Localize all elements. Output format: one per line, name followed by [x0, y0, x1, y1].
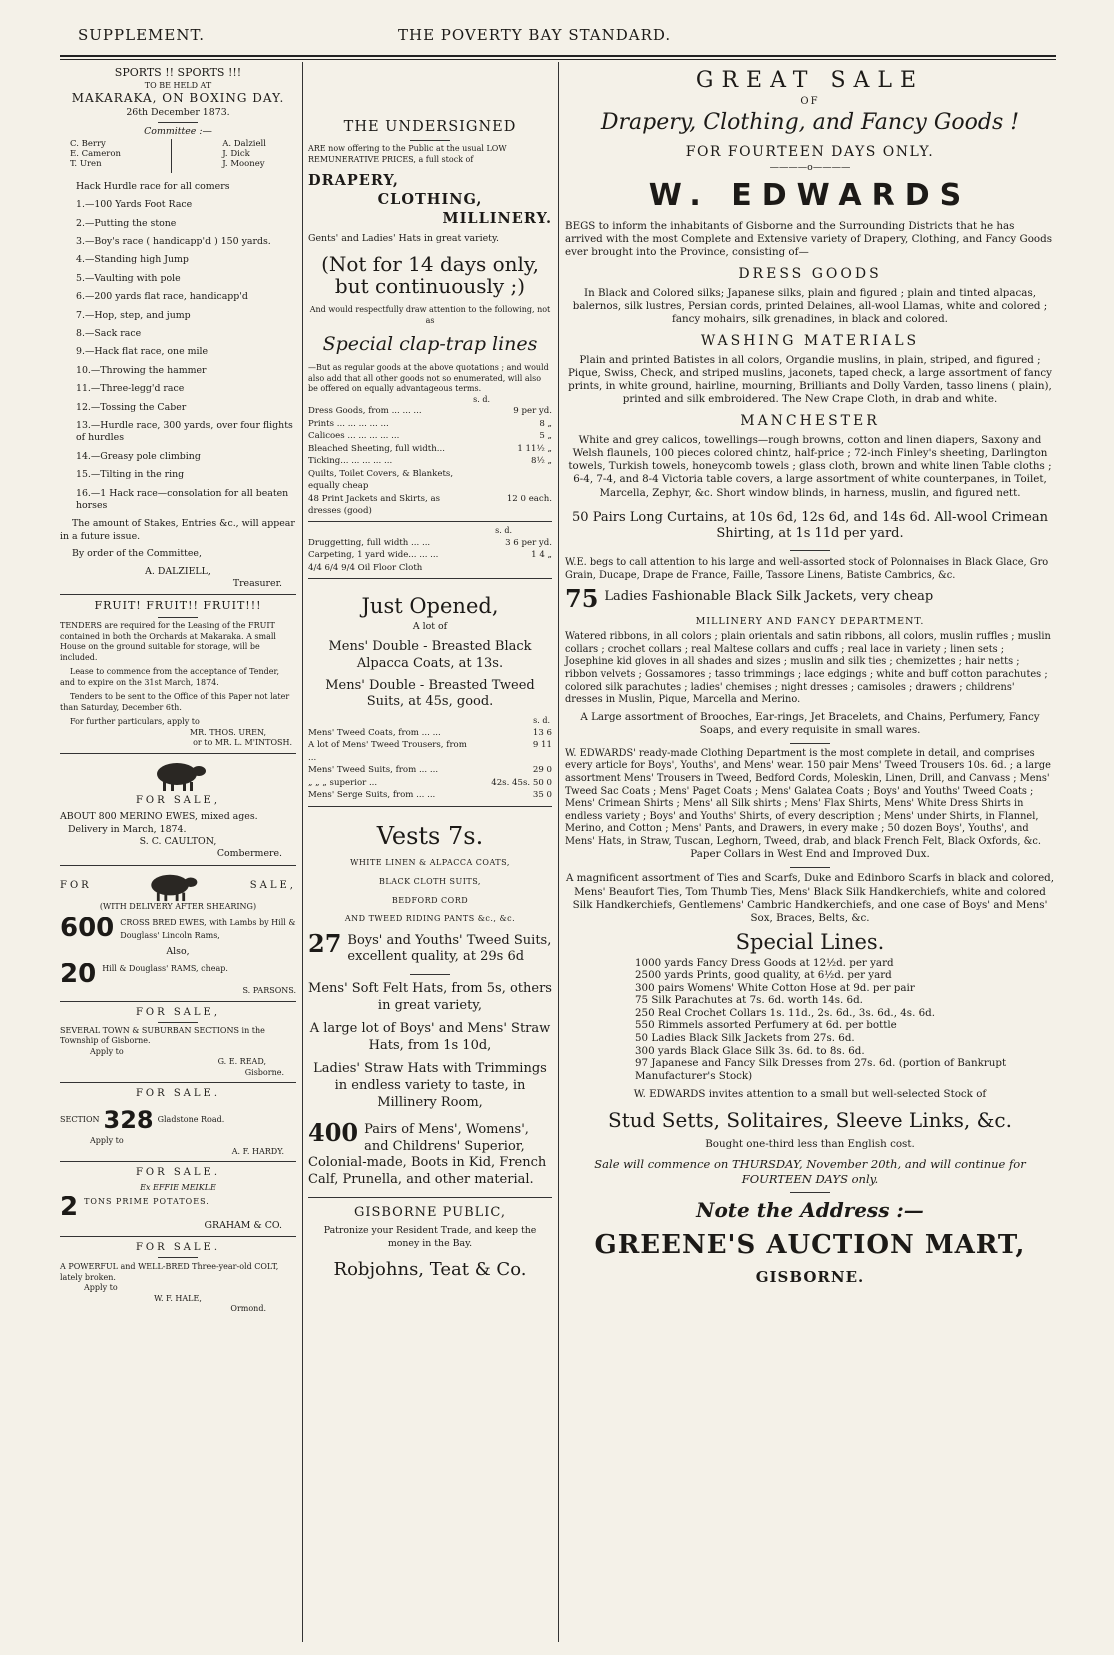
event-item: 7.—Hop, step, and jump [76, 309, 191, 321]
price-value: 5 „ [539, 431, 552, 442]
venue: MAKARAKA, ON BOXING DAY. [71, 91, 285, 106]
event-item: 12.—Tossing the Caber [76, 401, 187, 413]
sheep-icon [141, 870, 201, 902]
prices-table-1 [308, 405, 552, 517]
event-item: 2.—Putting the stone [76, 217, 177, 229]
sale5-name: GRAHAM & CO. [204, 1219, 282, 1231]
sports-title: SPORTS !! SPORTS !!! [114, 66, 242, 79]
price-value: 8½ „ [531, 456, 552, 467]
event-item: 3.—Boy's race ( handicapp'd ) 150 yards. [76, 235, 271, 247]
event-item: 9.—Hack flat race, one mile [76, 346, 209, 358]
jackets-text: Ladies Fashionable Black Silk Jackets, very cheap [604, 589, 934, 605]
column-divider-1 [302, 62, 303, 1642]
jackets-number: 75 [565, 588, 599, 610]
price-item: Mens' Tweed Suits, from ... ... [308, 765, 439, 776]
event-item: 11.—Three-legg'd race [76, 383, 185, 395]
invites-attention: W. EDWARDS invites attention to a small but well-selected Stock of [633, 1088, 987, 1101]
committee-list [60, 139, 296, 173]
by-order: By order of the Committee, [72, 548, 202, 560]
prices-table-2 [308, 537, 552, 574]
sale4-name: A. F. HARDY. [231, 1146, 284, 1156]
price-row [308, 764, 552, 776]
sale5-body: TONS PRIME POTATOES. [84, 1197, 210, 1207]
to-be-held: TO BE HELD AT [144, 80, 212, 90]
column-1 [60, 66, 296, 1315]
event-item: 13.—Hurdle race, 300 yards, over four flights of hurdles [76, 419, 293, 444]
event-item: 15.—Tilting in the ring [76, 469, 185, 481]
boys-number: 27 [308, 932, 342, 958]
sale2-header [60, 870, 296, 902]
special-lines-list [635, 957, 1055, 1082]
special-line: 300 yards Black Glace Silk 3s. 6d. to 8s. 6d. [635, 1044, 865, 1057]
manchester-heading: MANCHESTER [740, 413, 880, 430]
sale2-number-1: 600 [60, 917, 115, 943]
special-line: 75 Silk Parachutes at 7s. 6d. worth 14s. 6d. [635, 994, 863, 1007]
clothing-heading: CLOTHING, [377, 191, 483, 209]
clap-trap-heading: Special clap-trap lines [322, 333, 538, 356]
washing-body: Plain and printed Batistes in all colors, Organdie muslins, in plain, striped, and figured ; Pique, Swiss, Check, and striped muslins, jaconets, taped check, a large assortment of fancy prints, in white ground, hairline, mourning, Brilliants and Dolly Varden, tasso linens ( plain), printed and silk embroidered. The New Crape Cloth, in drab and white. [568, 353, 1052, 406]
special-line: 550 Rimmels assorted Perfumery at 6d. per bottle [635, 1019, 897, 1032]
dress-goods-heading: DRESS GOODS [738, 266, 882, 283]
sale6-title: FOR SALE. [135, 1241, 221, 1253]
event-item: 8.—Sack race [76, 327, 142, 339]
coats-black-alpacca: Mens' Double - Breasted Black Alpacca Coats, at 13s. [328, 639, 532, 671]
bought-less: Bought one-third less than English cost. [705, 1137, 915, 1150]
paper-collars: Paper Collars in West End and Improved Dux. [690, 848, 930, 861]
hats-line: Gents' and Ladies' Hats in great variety. [308, 232, 499, 244]
dress-goods-body: In Black and Colored silks; Japanese silks, plain and figured ; plain and tinted alpacas, balernos, silk lustres, Persian cords, printed Delaines, all-wool Llamas, white and colored ; fancy mohairs, silk grenadines, in black and colored. [572, 286, 1048, 326]
price-row [308, 455, 552, 467]
special-line: 97 Japanese and Fancy Silk Dresses from 27s. 6d. (portion of Bankrupt Manufacturer's Stock) [635, 1057, 1007, 1082]
millinery-dept: MILLINERY AND FANCY DEPARTMENT. [695, 615, 925, 627]
sale4-section-row [60, 1105, 296, 1137]
sale2-title-left: FOR [60, 880, 92, 892]
committee-member: J. Dick [222, 148, 250, 159]
of-label: OF [800, 96, 820, 108]
newspaper-title: THE POVERTY BAY STANDARD. [398, 26, 672, 44]
price-item: Calicoes ... ... ... ... ... [308, 431, 400, 442]
felt-hats: Mens' Soft Felt Hats, from 5s, others in great variety, [308, 981, 552, 1014]
special-line: 2500 yards Prints, good quality, at 6½d. per yard [635, 969, 892, 982]
header-rule-thin [60, 59, 1056, 60]
column-2 [308, 66, 552, 1282]
sale4-number: 328 [103, 1105, 154, 1134]
price-item: Carpeting, 1 yard wide... ... ... [308, 550, 439, 561]
great-sale: GREAT SALE [695, 68, 925, 93]
price-row [308, 777, 552, 789]
price-value: 9 11 [532, 740, 552, 751]
special-line: 50 Ladies Black Silk Jackets from 27s. 6d. [635, 1032, 855, 1045]
vests-line-3: BEDFORD CORD [391, 895, 469, 905]
patronize: Patronize your Resident Trade, and keep the money in the Bay. [323, 1225, 537, 1249]
washing-heading: WASHING MATERIALS [700, 333, 920, 350]
fruit-tenders: Tenders to be sent to the Office of this Paper not later than Saturday, December 6th. [60, 692, 290, 712]
fruit-body: TENDERS are required for the Leasing of the FRUIT contained in both the Orchards at Makaraka. A small House on the ground suitable for storage, will be included. [60, 620, 276, 662]
stakes-note: The amount of Stakes, Entries &c., will appear in a future issue. [60, 518, 295, 542]
sale6-name: W. F. HALE, [154, 1293, 202, 1303]
special-line: 1000 yards Fancy Dress Goods at 12½d. per yard [635, 956, 894, 969]
drapery-heading: DRAPERY, [308, 172, 399, 190]
price-row [308, 405, 552, 417]
w-edwards: W. EDWARDS [648, 178, 972, 214]
readymade-clothing: W. EDWARDS' ready-made Clothing Department is the most complete in detail, and comprises every article for Boys', Youths', and Mens' wear. 150 pair Mens' Tweed Trousers 10s. 6d. ; a large assortment Mens' Trousers in Tweed, Bedford Cords, Moleskin, Linen, Drill, and Canvass ; Mens' Tweed Sac Coats ; Mens' Paget Coats ; Mens' Galatea Coats ; Boys' and Youths' Tweed Coats ; Mens' Crimean Shirts ; Mens' all Silk shirts ; Mens' Flax Shirts, Mens' White Dress Shirts in endless variety ; Boys' and Youths' Shirts, of every description ; Mens' under Shirts, in Flannel, Merino, and Cotton ; Mens' Pants, and Drawers, in every make ; 50 dozen Boys', Youths', and Mens' Hats, in Straw, Tuscan, Leghorn, Tweed, drab, and black French Felt, Black Oxfords, &c. [565, 747, 1051, 847]
event-item: 4.—Standing high Jump [76, 254, 189, 266]
ties-scarfs: A magnificent assortment of Ties and Scarfs, Duke and Edinboro Scarfs in black and colored, Mens' Beaufort Ties, Tom Thumb Ties, Mens' Black Silk Handkerchiefs, white and colored Silk Handkerchiefs, Gentlemens' Cambric Handkerchiefs, and one case of Boys' and Mens' Sox, Braces, Belts, &c. [565, 872, 1055, 924]
sale2-also: Also, [166, 946, 190, 958]
sale1-place: Combermere. [216, 848, 282, 860]
price-item: Quilts, Toilet Covers, & Blankets, equally cheap [308, 468, 454, 492]
committee-member: A. Dalziell [222, 138, 266, 149]
sd-header-3: s. d. [533, 716, 550, 726]
regular-goods: —But as regular goods at the above quotations ; and would also add that all other goods not so enumerated, will also be offered on equally advantageous terms. [308, 363, 549, 394]
sale2-name: S. PARSONS. [242, 985, 296, 995]
brooches: A Large assortment of Brooches, Ear-rings, Jet Bracelets, and Chains, Perfumery, Fancy Soaps, and every requisite in small wares. [580, 710, 1040, 736]
sale2-title-right: SALE, [249, 880, 296, 892]
opening-event: Hack Hurdle race for all comers [76, 180, 230, 192]
polonnaises: W.E. begs to call attention to his large and well-assorted stock of Polonnaises in Black Glace, Gro Grain, Ducape, Drape de France, Faille, Tassore Linens, Batiste Cambrics, &c. [565, 557, 1049, 581]
boots-number: 400 [308, 1121, 359, 1147]
committee-label: Committee :— [144, 126, 212, 138]
sale3-name: G. E. READ, [217, 1057, 266, 1067]
price-row [308, 562, 552, 574]
curtains: 50 Pairs Long Curtains, at 10s 6d, 12s 6d, and 14s 6d. All-wool Crimean Shirting, at 1s 11d per yard. [572, 509, 1048, 541]
page-header [78, 26, 1050, 46]
section-divider: ————o———— [769, 161, 851, 173]
fruit-lease: Lease to commence from the acceptance of Tender, and to expire on the 31st March, 1874. [60, 667, 280, 687]
price-row [308, 789, 552, 801]
sale1-name: S. C. CAULTON, [139, 835, 217, 847]
stud-setts: Stud Setts, Solitaires, Sleeve Links, &c. [608, 1108, 1012, 1133]
price-item: A lot of Mens' Tweed Trousers, from ... [308, 740, 467, 763]
sale4-title: FOR SALE. [135, 1088, 221, 1100]
price-value: 1 11½ „ [517, 443, 552, 454]
sale5-subtitle: Ex EFFIE MEIKLE [140, 1182, 216, 1192]
boots-text: Pairs of Mens', Womens', and Childrens' Superior, Colonial-made, Boots in Kid, French Calf, Prunella, and other material. [308, 1121, 547, 1188]
gisborne-public: GISBORNE PUBLIC, [353, 1205, 507, 1221]
column-3 [565, 66, 1055, 1288]
special-lines-heading: Special Lines. [735, 930, 885, 955]
sale4-apply: Apply to [90, 1136, 124, 1146]
fruit-contact-1: MR. THOS. UREN, [189, 727, 266, 737]
event-item: 5.—Vaulting with pole [76, 272, 181, 284]
sale3-body: SEVERAL TOWN & SUBURBAN SECTIONS in the Township of Gisborne. [60, 1025, 265, 1046]
price-value: 1 4 „ [531, 550, 552, 561]
boys-suits: Boys' and Youths' Tweed Suits, excellent quality, at 29s 6d [347, 932, 552, 965]
price-value: 12 0 each. [506, 493, 552, 504]
price-row [308, 549, 552, 561]
price-row [308, 727, 552, 739]
manchester-body: White and grey calicos, towellings—rough browns, cotton and linen diapers, Saxony and Welsh flaunels, 100 pieces colored chintz, half-price ; 72-inch Finley's sheeting, Darlington towels, Turkish towels, honeycomb towels ; glass cloth, brown and white linen Table cloths ; 6-4, 7-4, and 8-4 Victoria table covers, a large assortment of white counterpanes, in Toilet, Marcella, Zephyr, &c. Short window blinds, in harness, muslin, and figured nett. [568, 433, 1052, 499]
sale4-section: SECTION [60, 1115, 100, 1125]
just-opened: Just Opened, [361, 594, 499, 619]
price-value: 13 6 [532, 728, 552, 739]
sheep-icon [147, 758, 209, 792]
price-value [474, 562, 552, 574]
price-value: 42s. 45s. 50 0 [491, 777, 552, 788]
straw-hats: A large lot of Boys' and Mens' Straw Hats, from 1s 10d, [309, 1021, 551, 1054]
price-value: 8 „ [539, 418, 552, 429]
millinery-heading: MILLINERY. [442, 210, 552, 228]
sale3-apply: Apply to [90, 1046, 124, 1056]
price-value: 9 per yd. [513, 406, 552, 417]
price-value: 29 0 [532, 765, 552, 776]
event-item: 16.—1 Hack race—consolation for all beaten horses [76, 487, 289, 512]
coats-tweed-suits: Mens' Double - Breasted Tweed Suits, at 45s, good. [325, 677, 535, 710]
event-item: 14.—Greasy pole climbing [76, 450, 201, 462]
undersigned-title: THE UNDERSIGNED [343, 119, 517, 135]
price-item: 48 Print Jackets and Skirts, as dresses (good) [308, 493, 440, 516]
undersigned-intro: ARE now offering to the Public at the usual LOW REMUNERATIVE PRICES, a full stock of [308, 144, 507, 164]
sale6-body: A POWERFUL and WELL-BRED Three-year-old COLT, lately broken. [60, 1262, 279, 1282]
sale1-body: ABOUT 800 MERINO EWES, mixed ages. [60, 811, 258, 823]
ladies-straw-hats: Ladies' Straw Hats with Trimmings in endless variety to taste, in Millinery Room, [313, 1060, 547, 1110]
price-row [308, 537, 552, 549]
sale6-apply: Apply to [84, 1283, 118, 1293]
sd-header-1: s. d. [473, 394, 490, 404]
drapery-clothing-fancy: Drapery, Clothing, and Fancy Goods ! [600, 110, 1020, 136]
fruit-contact-2: or to MR. L. M'INTOSH. [193, 738, 292, 748]
signer-role: Treasurer. [232, 578, 282, 590]
price-row [308, 430, 552, 442]
price-row [308, 443, 552, 455]
committee-member: E. Cameron [70, 148, 121, 159]
sale2-body-2: Hill & Douglass' RAMS, cheap. [102, 963, 228, 973]
sale2-subtitle: (WITH DELIVERY AFTER SHEARING) [99, 901, 257, 911]
sd-header-2: s. d. [495, 526, 512, 536]
gisborne-town: GISBORNE. [755, 1268, 865, 1287]
signer: A. DALZIELL, [145, 565, 211, 577]
supplement-label: SUPPLEMENT. [78, 26, 206, 44]
price-item: Ticking... ... ... ... ... [308, 456, 393, 467]
column-divider-2 [558, 62, 559, 1642]
event-item: 6.—200 yards flat race, handicapp'd [76, 291, 248, 303]
sale4-road: Gladstone Road. [157, 1115, 225, 1125]
millinery-body: Watered ribbons, in all colors ; plain orientals and satin ribbons, all colors, muslin ruffles ; muslin collars ; crochet collars ; real Maltese collars and cuffs ; real lace in variety ; linen sets ; Josephine kid gloves in all shades and sizes ; muslin and silk ties ; chemizettes ; hair netts ; ribbon velvets ; Gossamores ; tasso trimmings ; lace edgings ; white and buff cotton parachutes ; colored silk parachutes ; ladies' chemises ; night dresses ; camisoles ; drawers ; childrens' dresses in Muslin, Pique, Marcella and Merino. [565, 631, 1051, 706]
committee-member: T. Uren [70, 159, 102, 170]
a-lot-of: A lot of [412, 621, 448, 633]
draw-attention: And would respectfully draw attention to the following, not as [309, 305, 551, 325]
events-list [60, 199, 296, 512]
sale6-place: Ormond. [230, 1304, 266, 1314]
special-line: 250 Real Crochet Collars 1s. 11d., 2s. 6d., 3s. 6d., 4s. 6d. [635, 1006, 936, 1019]
sports-date: 26th December 1873. [126, 106, 230, 118]
price-row [308, 739, 552, 764]
price-item: Mens' Serge Suits, from ... ... [308, 790, 436, 801]
sale-commence: Sale will commence on THURSDAY, November 20th, and will continue for FOURTEEN DAYS only. [594, 1156, 1026, 1186]
price-value: 3 6 per yd. [505, 537, 552, 548]
vests-line-1: WHITE LINEN & ALPACCA COATS, [350, 858, 510, 868]
fourteen-days: FOR FOURTEEN DAYS ONLY. [685, 144, 935, 161]
price-item: Mens' Tweed Coats, from ... ... [308, 728, 441, 739]
vests-heading: Vests 7s. [376, 821, 484, 850]
price-row [308, 493, 552, 518]
sale2-number-2: 20 [60, 962, 97, 986]
event-item: 1.—100 Yards Foot Race [76, 199, 193, 211]
greenes-auction-mart: GREENE'S AUCTION MART, [594, 1229, 1026, 1260]
begs-intro: BEGS to inform the inhabitants of Gisborne and the Surrounding Districts that he has arrived with the most Complete and Extensive variety of Drapery, Clothing, and Fancy Goods ever brought into the Province, consisting of— [565, 219, 1053, 259]
fruit-title: FRUIT! FRUIT!! FRUIT!!! [94, 599, 262, 613]
price-item: Prints ... ... ... ... ... [308, 418, 389, 429]
sale5-number: 2 [60, 1196, 79, 1220]
price-row [308, 418, 552, 430]
price-value: 35 0 [532, 790, 552, 801]
sale1-title: FOR SALE, [135, 794, 221, 806]
committee-member: J. Mooney [222, 159, 265, 170]
special-line: 300 pairs Womens' White Cotton Hose at 9d. per pair [635, 981, 915, 994]
price-item: 4/4 6/4 9/4 Oil Floor Cloth [308, 562, 423, 573]
price-item: Bleached Sheeting, full width... [308, 443, 445, 454]
not-14-days: (Not for 14 days only, but continuously ;) [321, 252, 539, 298]
sale2-body-1: CROSS BRED EWES, with Lambs by Hill & Douglass' Lincoln Rams, [120, 918, 296, 940]
event-item: 10.—Throwing the hammer [76, 364, 207, 376]
robjohns-firm: Robjohns, Teat & Co. [333, 1259, 527, 1281]
price-item: „ „ „ superior ... [308, 777, 378, 788]
header-rule [60, 55, 1056, 57]
vests-line-4: AND TWEED RIDING PANTS &c., &c. [344, 914, 516, 924]
committee-member: C. Berry [70, 138, 106, 149]
price-item: Dress Goods, from ... ... ... [308, 406, 422, 417]
note-address: Note the Address :— [696, 1198, 924, 1223]
sale1-delivery: Delivery in March, 1874. [68, 823, 187, 835]
sale3-title: FOR SALE, [135, 1006, 221, 1018]
fruit-particulars: For further particulars, apply to [70, 717, 200, 727]
sale3-place: Gisborne. [244, 1067, 284, 1077]
price-value [474, 468, 552, 493]
sale5-title: FOR SALE. [135, 1167, 221, 1179]
price-item: Druggetting, full width ... ... [308, 537, 431, 548]
prices-table-3 [308, 727, 552, 802]
vests-line-2: BLACK CLOTH SUITS, [379, 876, 481, 886]
price-row [308, 468, 552, 493]
